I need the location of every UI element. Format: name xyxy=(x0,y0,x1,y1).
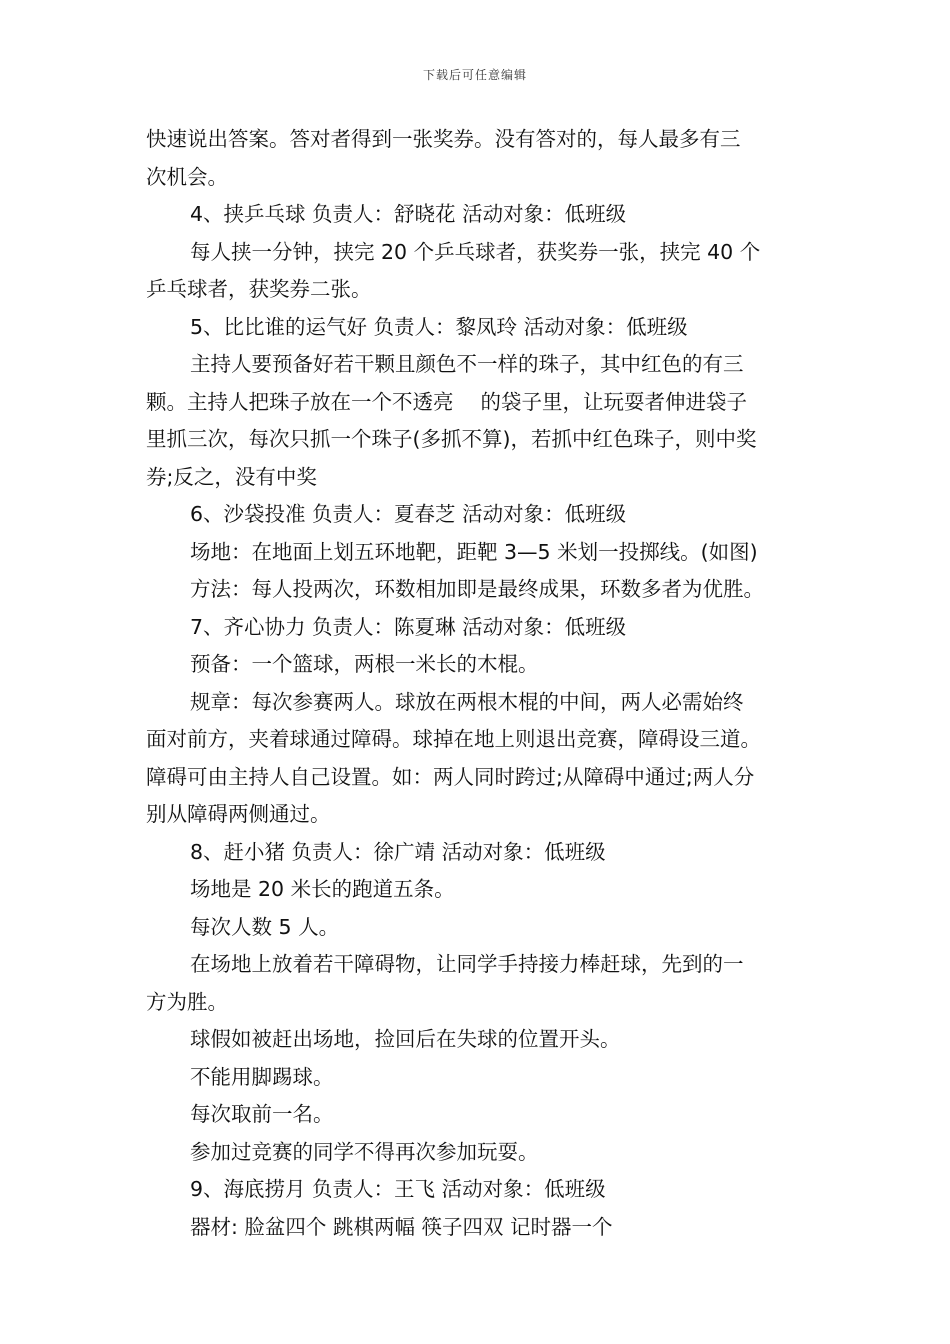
page-header: 下载后可任意编辑 xyxy=(422,68,527,82)
text-line: 券;反之，没有中奖 xyxy=(146,464,317,489)
text-line: 球假如被赶出场地，捡回后在失球的位置开头。 xyxy=(190,1027,621,1051)
text-line: 每次人数 5 人。 xyxy=(190,914,340,939)
text-line: 主持人要预备好若干颗且颜色不一样的珠子，其中红色的有三 xyxy=(190,352,744,376)
text-line: 场地是 20 米长的跑道五条。 xyxy=(190,877,455,901)
text-line: 面对前方，夹着球通过障碍。球掉在地上则退出竞赛，障碍设三道。 xyxy=(146,727,761,751)
text-line: 障碍可由主持人自己设置。如：两人同时跨过;从障碍中通过;两人分 xyxy=(146,764,755,789)
text-line: 方为胜。 xyxy=(146,989,228,1014)
text-line: 4、挟乒乓球 负责人：舒晓花 活动对象：低班级 xyxy=(190,202,627,226)
text-line: 7、齐心协力 负责人：陈夏琳 活动对象：低班级 xyxy=(190,614,627,639)
text-line: 不能用脚踢球。 xyxy=(190,1064,334,1089)
text-line: 5、比比谁的运气好 负责人：黎凤玲 活动对象：低班级 xyxy=(190,314,688,339)
text-line: 每人挟一分钟，挟完 20 个乒乓球者，获奖券一张，挟完 40 个 xyxy=(190,239,761,264)
text-line: 次机会。 xyxy=(146,164,228,189)
text-line: 乒乓球者，获奖券二张。 xyxy=(146,277,372,301)
text-line: 场地：在地面上划五环地靶，距靶 3—5 米划一投掷线。(如图) xyxy=(190,539,758,564)
text-line: 6、沙袋投准 负责人：夏春芝 活动对象：低班级 xyxy=(190,502,627,526)
text-line: 8、赶小猪 负责人：徐广靖 活动对象：低班级 xyxy=(190,839,606,864)
document-body xyxy=(146,121,836,1246)
text-line: 里抓三次，每次只抓一个珠子(多抓不算)，若抓中红色珠子，则中奖 xyxy=(146,427,757,451)
text-line: 规章：每次参赛两人。球放在两根木棍的中间，两人必需始终 xyxy=(190,689,744,714)
text-line: 每次取前一名。 xyxy=(190,1102,334,1126)
text-line: 参加过竞赛的同学不得再次参加玩耍。 xyxy=(190,1139,539,1164)
text-line: 颗。主持人把珠子放在一个不透亮 的袋子里，让玩耍者伸进袋子 xyxy=(146,389,748,414)
text-line: 别从障碍两侧通过。 xyxy=(146,802,331,826)
text-line: 在场地上放着若干障碍物，让同学手持接力棒赶球，先到的一 xyxy=(190,952,744,976)
text-line: 预备：一个篮球，两根一米长的木棍。 xyxy=(190,652,539,676)
text-line: 方法：每人投两次，环数相加即是最终成果，环数多者为优胜。 xyxy=(190,577,764,601)
text-line: 器材: 脸盆四个 跳棋两幅 筷子四双 记时器一个 xyxy=(190,1214,613,1239)
text-line: 9、海底捞月 负责人：王飞 活动对象：低班级 xyxy=(190,1177,606,1201)
text-line: 快速说出答案。答对者得到一张奖券。没有答对的，每人最多有三 xyxy=(146,127,741,151)
